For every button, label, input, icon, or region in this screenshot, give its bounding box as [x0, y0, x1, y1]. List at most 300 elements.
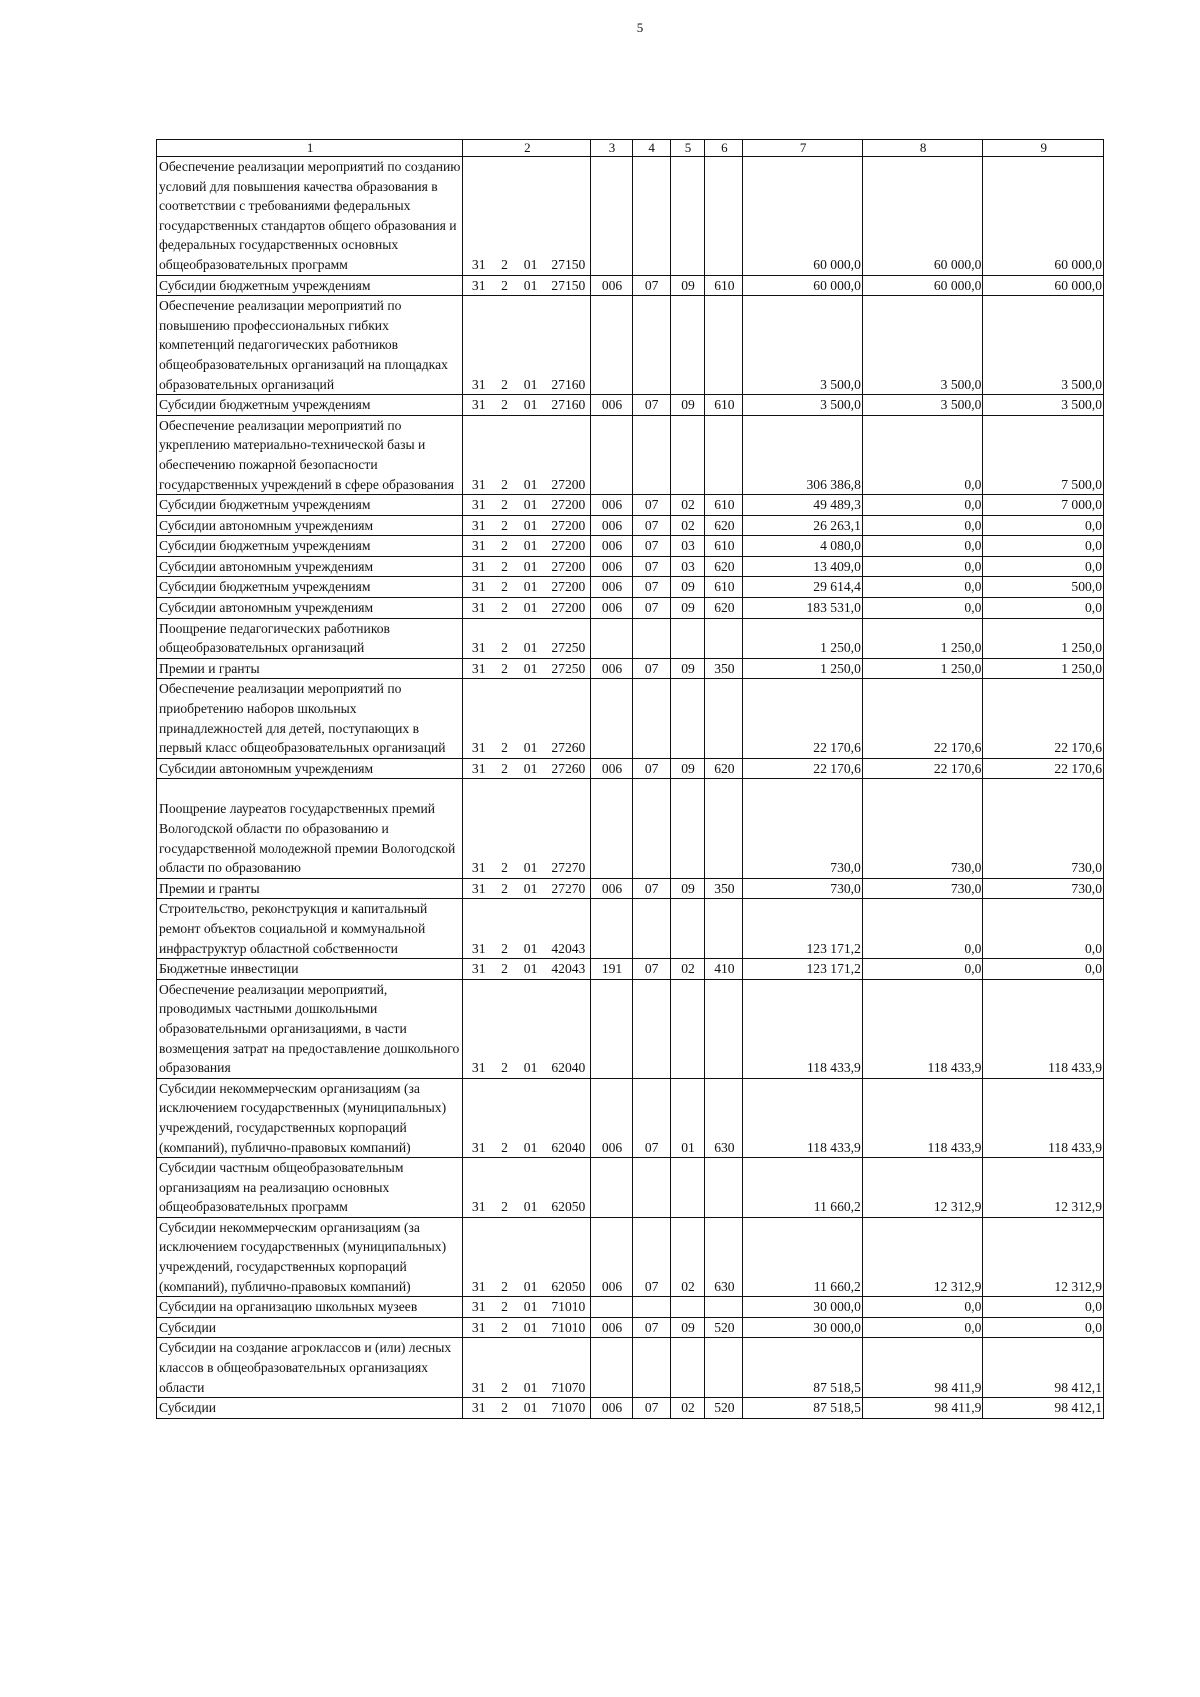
code-direction: 27160	[545, 296, 591, 395]
table-row	[157, 1158, 1104, 1218]
amount-col-7: 11 660,2	[743, 1158, 862, 1218]
code-program: 31	[463, 495, 493, 516]
code-main-activity: 01	[515, 577, 545, 598]
amount-col-8: 0,0	[862, 495, 983, 516]
table-row	[157, 515, 1104, 536]
header-col-7: 7	[743, 140, 862, 157]
code-subsection	[670, 1297, 705, 1318]
amount-col-7: 730,0	[743, 779, 862, 878]
code-expense-type	[705, 1158, 743, 1218]
code-expense-type	[705, 157, 743, 276]
amount-col-8: 3 500,0	[862, 296, 983, 395]
code-grbs: 006	[591, 515, 632, 536]
code-main-activity: 01	[515, 556, 545, 577]
header-col-3: 3	[591, 140, 632, 157]
code-main-activity: 01	[515, 878, 545, 899]
code-section: 07	[632, 758, 670, 779]
code-subsection: 09	[670, 758, 705, 779]
code-subprogram: 2	[493, 979, 515, 1078]
amount-col-8: 3 500,0	[862, 395, 983, 416]
amount-col-8: 0,0	[862, 577, 983, 598]
table-row	[157, 899, 1104, 959]
code-section: 07	[632, 878, 670, 899]
table-row	[157, 679, 1104, 758]
row-name: Бюджетные инвестиции	[157, 959, 463, 980]
code-subsection	[670, 296, 705, 395]
code-expense-type: 610	[705, 536, 743, 557]
code-expense-type	[705, 1338, 743, 1398]
table-row	[157, 556, 1104, 577]
row-name: Субсидии автономным учреждениям	[157, 758, 463, 779]
code-grbs	[591, 1158, 632, 1218]
amount-col-7: 11 660,2	[743, 1217, 862, 1296]
code-grbs	[591, 1297, 632, 1318]
page-number: 5	[636, 20, 644, 35]
code-subprogram: 2	[493, 1158, 515, 1218]
amount-col-8: 0,0	[862, 1317, 983, 1338]
code-subsection	[670, 157, 705, 276]
code-section: 07	[632, 556, 670, 577]
table-row	[157, 296, 1104, 395]
code-grbs	[591, 779, 632, 878]
table-row	[157, 878, 1104, 899]
amount-col-8: 0,0	[862, 598, 983, 619]
code-subprogram: 2	[493, 415, 515, 494]
code-main-activity: 01	[515, 1217, 545, 1296]
code-section: 07	[632, 598, 670, 619]
code-subprogram: 2	[493, 679, 515, 758]
amount-col-7: 60 000,0	[743, 275, 862, 296]
row-name: Субсидии частным общеобразовательным организациям на реализацию основных общеобразовательных программ	[157, 1158, 463, 1218]
code-program: 31	[463, 1078, 493, 1157]
code-program: 31	[463, 157, 493, 276]
code-expense-type: 630	[705, 1078, 743, 1157]
code-expense-type: 620	[705, 758, 743, 779]
code-section: 07	[632, 1317, 670, 1338]
code-expense-type: 620	[705, 556, 743, 577]
column-number-row	[157, 140, 1104, 157]
code-subprogram: 2	[493, 495, 515, 516]
code-subsection: 09	[670, 275, 705, 296]
code-grbs	[591, 1338, 632, 1398]
amount-col-7: 4 080,0	[743, 536, 862, 557]
code-direction: 27160	[545, 395, 591, 416]
amount-col-9: 730,0	[983, 779, 1104, 878]
code-grbs: 006	[591, 556, 632, 577]
code-program: 31	[463, 1338, 493, 1398]
code-program: 31	[463, 1317, 493, 1338]
amount-col-7: 87 518,5	[743, 1398, 862, 1419]
code-subprogram: 2	[493, 658, 515, 679]
code-subsection: 09	[670, 878, 705, 899]
amount-col-9: 0,0	[983, 515, 1104, 536]
amount-col-7: 1 250,0	[743, 658, 862, 679]
table-row	[157, 598, 1104, 619]
code-subsection: 09	[670, 658, 705, 679]
code-subprogram: 2	[493, 157, 515, 276]
code-main-activity: 01	[515, 618, 545, 658]
code-subprogram: 2	[493, 1338, 515, 1398]
row-name: Субсидии на создание агроклассов и (или) лесных классов в общеобразовательных организациях области	[157, 1338, 463, 1398]
code-direction: 27200	[545, 598, 591, 619]
code-direction: 71070	[545, 1338, 591, 1398]
code-program: 31	[463, 959, 493, 980]
code-section: 07	[632, 1217, 670, 1296]
code-expense-type: 610	[705, 577, 743, 598]
amount-col-8: 98 411,9	[862, 1398, 983, 1419]
amount-col-9: 500,0	[983, 577, 1104, 598]
code-program: 31	[463, 679, 493, 758]
table-row	[157, 1338, 1104, 1398]
table-row	[157, 536, 1104, 557]
code-program: 31	[463, 515, 493, 536]
code-direction: 27250	[545, 618, 591, 658]
amount-col-8: 0,0	[862, 515, 983, 536]
code-section	[632, 415, 670, 494]
code-main-activity: 01	[515, 275, 545, 296]
header-col-4: 4	[632, 140, 670, 157]
code-subprogram: 2	[493, 1078, 515, 1157]
amount-col-7: 118 433,9	[743, 979, 862, 1078]
code-direction: 71070	[545, 1398, 591, 1419]
code-subsection: 03	[670, 536, 705, 557]
code-subsection: 09	[670, 395, 705, 416]
row-name: Поощрение лауреатов государственных премий Вологодской области по образованию и государственной молодежной премии Вологодской области по образованию	[157, 779, 463, 878]
table-row	[157, 979, 1104, 1078]
code-program: 31	[463, 275, 493, 296]
table-row	[157, 1398, 1104, 1419]
amount-col-9: 118 433,9	[983, 1078, 1104, 1157]
table-row	[157, 779, 1104, 878]
code-subprogram: 2	[493, 779, 515, 878]
row-name: Субсидии бюджетным учреждениям	[157, 275, 463, 296]
code-subsection	[670, 1158, 705, 1218]
code-grbs: 006	[591, 1078, 632, 1157]
code-subprogram: 2	[493, 598, 515, 619]
row-name: Субсидии автономным учреждениям	[157, 598, 463, 619]
row-name: Обеспечение реализации мероприятий по созданию условий для повышения качества образования в соответствии с требованиями федеральных государственных стандартов общего образования и федеральных государственных основных общеобразовательных программ	[157, 157, 463, 276]
amount-col-9: 22 170,6	[983, 679, 1104, 758]
code-subsection: 02	[670, 515, 705, 536]
row-name: Субсидии	[157, 1317, 463, 1338]
code-program: 31	[463, 618, 493, 658]
amount-col-9: 0,0	[983, 556, 1104, 577]
amount-col-9: 0,0	[983, 598, 1104, 619]
code-section	[632, 1338, 670, 1398]
code-main-activity: 01	[515, 658, 545, 679]
header-col-6: 6	[705, 140, 743, 157]
code-section: 07	[632, 515, 670, 536]
code-main-activity: 01	[515, 495, 545, 516]
table-row	[157, 658, 1104, 679]
code-direction: 27200	[545, 556, 591, 577]
code-subsection	[670, 779, 705, 878]
code-direction: 71010	[545, 1297, 591, 1318]
code-main-activity: 01	[515, 1078, 545, 1157]
code-program: 31	[463, 577, 493, 598]
code-expense-type	[705, 899, 743, 959]
code-section	[632, 979, 670, 1078]
code-program: 31	[463, 395, 493, 416]
amount-col-8: 118 433,9	[862, 979, 983, 1078]
amount-col-7: 22 170,6	[743, 758, 862, 779]
code-subsection	[670, 899, 705, 959]
code-direction: 27200	[545, 495, 591, 516]
row-name: Премии и гранты	[157, 658, 463, 679]
amount-col-9: 0,0	[983, 959, 1104, 980]
code-section: 07	[632, 495, 670, 516]
code-expense-type	[705, 1297, 743, 1318]
code-expense-type: 410	[705, 959, 743, 980]
row-name: Строительство, реконструкция и капитальный ремонт объектов социальной и коммунальной инфраструктур областной собственности	[157, 899, 463, 959]
code-expense-type: 610	[705, 495, 743, 516]
header-col-1: 1	[157, 140, 463, 157]
table-row	[157, 495, 1104, 516]
code-grbs: 006	[591, 577, 632, 598]
code-subsection: 01	[670, 1078, 705, 1157]
code-main-activity: 01	[515, 779, 545, 878]
code-direction: 27200	[545, 536, 591, 557]
code-subsection: 02	[670, 495, 705, 516]
code-section: 07	[632, 536, 670, 557]
code-main-activity: 01	[515, 1297, 545, 1318]
row-name: Субсидии бюджетным учреждениям	[157, 577, 463, 598]
amount-col-8: 0,0	[862, 556, 983, 577]
amount-col-9: 0,0	[983, 899, 1104, 959]
amount-col-9: 0,0	[983, 1297, 1104, 1318]
code-direction: 27260	[545, 679, 591, 758]
code-subsection: 09	[670, 577, 705, 598]
code-grbs: 006	[591, 1317, 632, 1338]
amount-col-8: 22 170,6	[862, 758, 983, 779]
row-name: Субсидии	[157, 1398, 463, 1419]
amount-col-9: 0,0	[983, 1317, 1104, 1338]
table-row	[157, 577, 1104, 598]
table-row	[157, 157, 1104, 276]
table-row	[157, 1078, 1104, 1157]
code-subprogram: 2	[493, 536, 515, 557]
code-program: 31	[463, 1158, 493, 1218]
code-direction: 42043	[545, 959, 591, 980]
row-name: Субсидии некоммерческим организациям (за исключением государственных (муниципальных) учреждений, государственных корпораций (компаний), публично-правовых компаний)	[157, 1217, 463, 1296]
code-expense-type: 620	[705, 598, 743, 619]
code-subsection: 03	[670, 556, 705, 577]
row-name: Премии и гранты	[157, 878, 463, 899]
code-program: 31	[463, 779, 493, 878]
amount-col-7: 730,0	[743, 878, 862, 899]
code-expense-type: 630	[705, 1217, 743, 1296]
code-main-activity: 01	[515, 157, 545, 276]
amount-col-8: 1 250,0	[862, 618, 983, 658]
code-section: 07	[632, 959, 670, 980]
code-subprogram: 2	[493, 959, 515, 980]
amount-col-9: 0,0	[983, 536, 1104, 557]
code-subsection: 02	[670, 1217, 705, 1296]
amount-col-9: 7 000,0	[983, 495, 1104, 516]
code-main-activity: 01	[515, 395, 545, 416]
code-expense-type	[705, 979, 743, 1078]
code-section	[632, 157, 670, 276]
amount-col-8: 730,0	[862, 779, 983, 878]
code-subprogram: 2	[493, 577, 515, 598]
amount-col-9: 7 500,0	[983, 415, 1104, 494]
code-main-activity: 01	[515, 758, 545, 779]
code-subsection	[670, 979, 705, 1078]
code-main-activity: 01	[515, 536, 545, 557]
code-direction: 27150	[545, 275, 591, 296]
row-name: Обеспечение реализации мероприятий по приобретению наборов школьных принадлежностей для детей, поступающих в первый класс общеобразовательных организаций	[157, 679, 463, 758]
code-expense-type: 610	[705, 395, 743, 416]
code-direction: 27200	[545, 415, 591, 494]
code-main-activity: 01	[515, 1338, 545, 1398]
code-subsection: 09	[670, 1317, 705, 1338]
row-name: Обеспечение реализации мероприятий, проводимых частными дошкольными образовательными организациями, в части возмещения затрат на предоставление дошкольного образования	[157, 979, 463, 1078]
code-subprogram: 2	[493, 618, 515, 658]
code-direction: 27270	[545, 878, 591, 899]
code-subprogram: 2	[493, 758, 515, 779]
code-subprogram: 2	[493, 878, 515, 899]
amount-col-9: 60 000,0	[983, 157, 1104, 276]
code-main-activity: 01	[515, 1398, 545, 1419]
code-grbs: 006	[591, 878, 632, 899]
code-grbs	[591, 979, 632, 1078]
code-program: 31	[463, 878, 493, 899]
code-section	[632, 779, 670, 878]
row-name: Обеспечение реализации мероприятий по повышению профессиональных гибких компетенций педагогических работников общеобразовательных организаций на площадках образовательных организаций	[157, 296, 463, 395]
code-expense-type: 350	[705, 878, 743, 899]
code-grbs	[591, 899, 632, 959]
amount-col-8: 0,0	[862, 959, 983, 980]
code-section: 07	[632, 658, 670, 679]
amount-col-9: 60 000,0	[983, 275, 1104, 296]
row-name: Субсидии на организацию школьных музеев	[157, 1297, 463, 1318]
code-subprogram: 2	[493, 395, 515, 416]
amount-col-8: 0,0	[862, 415, 983, 494]
table-row	[157, 275, 1104, 296]
code-expense-type	[705, 415, 743, 494]
code-main-activity: 01	[515, 899, 545, 959]
code-section	[632, 296, 670, 395]
amount-col-7: 306 386,8	[743, 415, 862, 494]
code-subsection: 02	[670, 1398, 705, 1419]
code-direction: 27150	[545, 157, 591, 276]
code-subsection	[670, 1338, 705, 1398]
code-subprogram: 2	[493, 899, 515, 959]
amount-col-7: 87 518,5	[743, 1338, 862, 1398]
table-row	[157, 1297, 1104, 1318]
table-row	[157, 395, 1104, 416]
code-grbs: 006	[591, 275, 632, 296]
code-subsection	[670, 415, 705, 494]
amount-col-7: 123 171,2	[743, 959, 862, 980]
table-row	[157, 618, 1104, 658]
code-grbs: 006	[591, 598, 632, 619]
header-col-9: 9	[983, 140, 1104, 157]
code-expense-type: 610	[705, 275, 743, 296]
amount-col-7: 123 171,2	[743, 899, 862, 959]
amount-col-9: 3 500,0	[983, 296, 1104, 395]
code-grbs	[591, 618, 632, 658]
code-subprogram: 2	[493, 1317, 515, 1338]
code-direction: 71010	[545, 1317, 591, 1338]
code-grbs: 006	[591, 658, 632, 679]
code-direction: 27200	[545, 577, 591, 598]
code-subsection	[670, 618, 705, 658]
code-subprogram: 2	[493, 1398, 515, 1419]
code-grbs	[591, 157, 632, 276]
amount-col-8: 0,0	[862, 899, 983, 959]
code-expense-type	[705, 296, 743, 395]
amount-col-9: 1 250,0	[983, 618, 1104, 658]
amount-col-7: 30 000,0	[743, 1297, 862, 1318]
code-grbs: 006	[591, 495, 632, 516]
code-expense-type: 350	[705, 658, 743, 679]
code-subprogram: 2	[493, 515, 515, 536]
code-program: 31	[463, 536, 493, 557]
code-section	[632, 899, 670, 959]
amount-col-7: 118 433,9	[743, 1078, 862, 1157]
code-subprogram: 2	[493, 1297, 515, 1318]
header-col-5: 5	[670, 140, 705, 157]
code-section: 07	[632, 275, 670, 296]
code-program: 31	[463, 1217, 493, 1296]
code-direction: 62050	[545, 1158, 591, 1218]
amount-col-9: 3 500,0	[983, 395, 1104, 416]
amount-col-7: 13 409,0	[743, 556, 862, 577]
row-name: Субсидии бюджетным учреждениям	[157, 395, 463, 416]
code-grbs: 006	[591, 536, 632, 557]
table-row	[157, 758, 1104, 779]
code-expense-type	[705, 779, 743, 878]
amount-col-8: 12 312,9	[862, 1217, 983, 1296]
code-section	[632, 1297, 670, 1318]
amount-col-9: 730,0	[983, 878, 1104, 899]
table-row	[157, 1317, 1104, 1338]
amount-col-9: 1 250,0	[983, 658, 1104, 679]
code-direction: 27270	[545, 779, 591, 878]
code-subprogram: 2	[493, 1217, 515, 1296]
row-name: Поощрение педагогических работников общеобразовательных организаций	[157, 618, 463, 658]
table-row	[157, 959, 1104, 980]
code-grbs	[591, 415, 632, 494]
amount-col-8: 22 170,6	[862, 679, 983, 758]
amount-col-8: 0,0	[862, 536, 983, 557]
amount-col-7: 3 500,0	[743, 395, 862, 416]
amount-col-7: 3 500,0	[743, 296, 862, 395]
amount-col-9: 98 412,1	[983, 1398, 1104, 1419]
code-direction: 62050	[545, 1217, 591, 1296]
row-name: Субсидии автономным учреждениям	[157, 515, 463, 536]
amount-col-8: 98 411,9	[862, 1338, 983, 1398]
code-main-activity: 01	[515, 679, 545, 758]
table-row	[157, 415, 1104, 494]
code-program: 31	[463, 415, 493, 494]
code-main-activity: 01	[515, 979, 545, 1078]
code-expense-type	[705, 679, 743, 758]
code-section	[632, 679, 670, 758]
amount-col-8: 60 000,0	[862, 275, 983, 296]
code-expense-type	[705, 618, 743, 658]
code-section	[632, 1158, 670, 1218]
amount-col-9: 12 312,9	[983, 1158, 1104, 1218]
code-main-activity: 01	[515, 296, 545, 395]
code-program: 31	[463, 296, 493, 395]
code-subprogram: 2	[493, 275, 515, 296]
code-main-activity: 01	[515, 1317, 545, 1338]
header-col-8: 8	[862, 140, 983, 157]
code-program: 31	[463, 899, 493, 959]
amount-col-7: 26 263,1	[743, 515, 862, 536]
